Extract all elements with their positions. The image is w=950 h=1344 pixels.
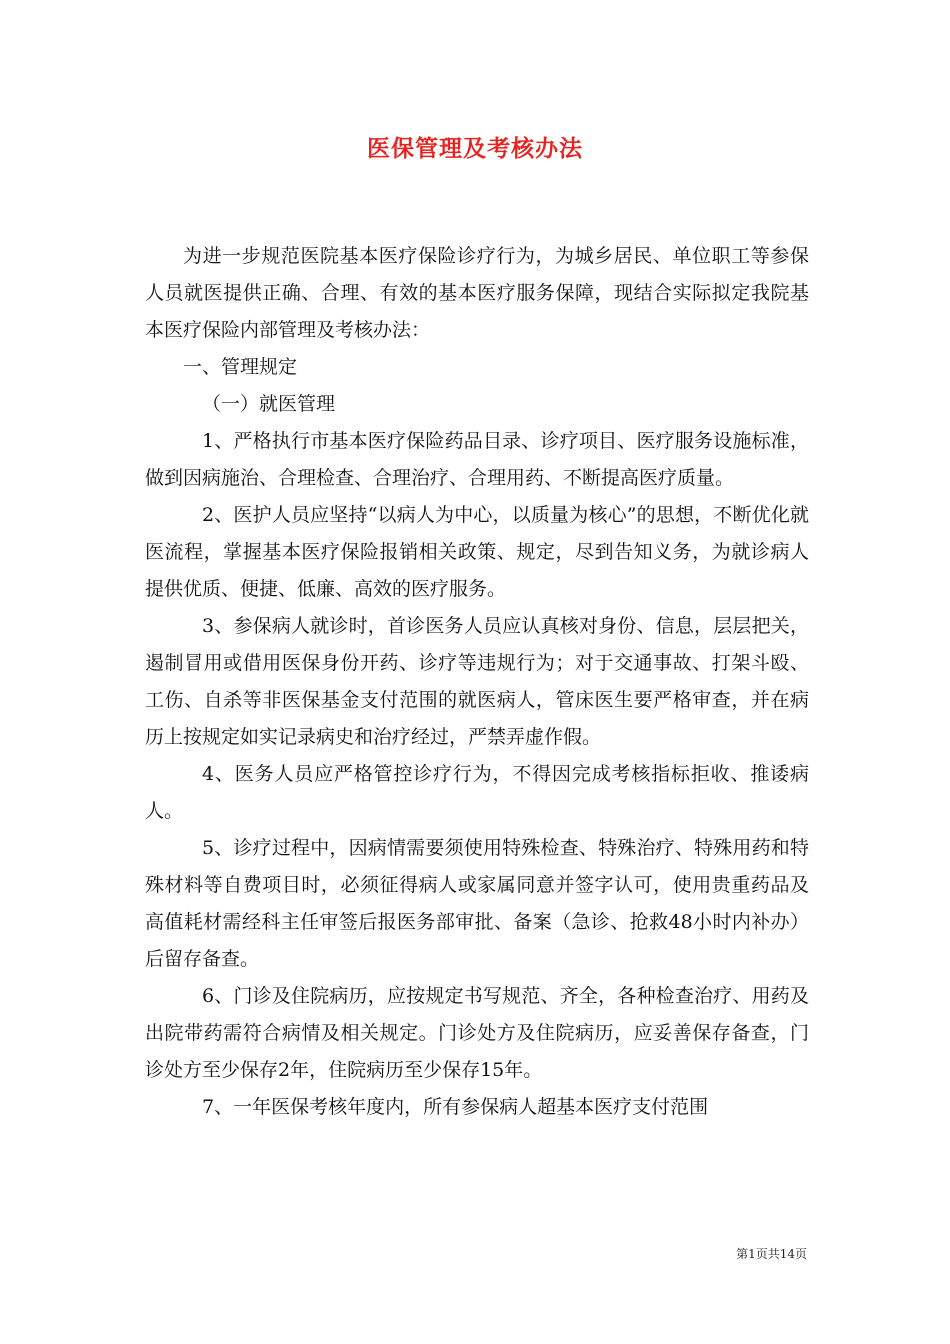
page-number: 第1页共14页 [736,1247,807,1261]
paragraph-item-4: 4、医务人员应严格管控诊疗行为，不得因完成考核指标拒收、推诿病人。 [145,763,809,822]
paragraph-item-2: 2、医护人员应坚持“以病人为中心，以质量为核心”的思想，不断优化就医流程，掌握基本医疗保险报销相关政策、规定，尽到告知义务，为就诊病人提供优质、便捷、低廉、高效的医疗服务。 [145,504,809,600]
paragraph-intro: 为进一步规范医院基本医疗保险诊疗行为，为城乡居民、单位职工等参保人员就医提供正确、合理、有效的基本医疗服务保障，现结合实际拟定我院基本医疗保险内部管理及考核办法： [145,245,809,341]
document-title: 医保管理及考核办法 [367,135,583,162]
paragraph-item-7: 7、一年医保考核年度内，所有参保病人超基本医疗支付范围 [202,1096,709,1118]
paragraph-item-1: 1、严格执行市基本医疗保险药品目录、诊疗项目、医疗服务设施标准，做到因病施治、合理检查、合理治疗、合理用药、不断提高医疗质量。 [145,430,809,489]
paragraph-item-3: 3、参保病人就诊时，首诊医务人员应认真核对身份、信息，层层把关，遏制冒用或借用医保身份开药、诊疗等违规行为；对于交通事故、打架斗殴、工伤、自杀等非医保基金支付范围的就医病人，管床医生要严格审查，并在病历上按规定如实记录病史和治疗经过，严禁弄虚作假。 [145,615,809,748]
section-heading: 一、管理规定 [183,356,298,378]
subsection-heading: （一）就医管理 [202,393,336,415]
paragraph-item-5: 5、诊疗过程中，因病情需要须使用特殊检查、特殊治疗、特殊用药和特殊材料等自费项目时，必须征得病人或家属同意并签字认可，使用贵重药品及高值耗材需经科主任审签后报医务部审批、备案（急诊、抢救48小时内补办）后留存备查。 [145,837,809,970]
document-body [145,238,809,1126]
paragraph-item-6: 6、门诊及住院病历，应按规定书写规范、齐全，各种检查治疗、用药及出院带药需符合病情及相关规定。门诊处方及住院病历，应妥善保存备查，门诊处方至少保存2年，住院病历至少保存15年。 [145,985,809,1081]
